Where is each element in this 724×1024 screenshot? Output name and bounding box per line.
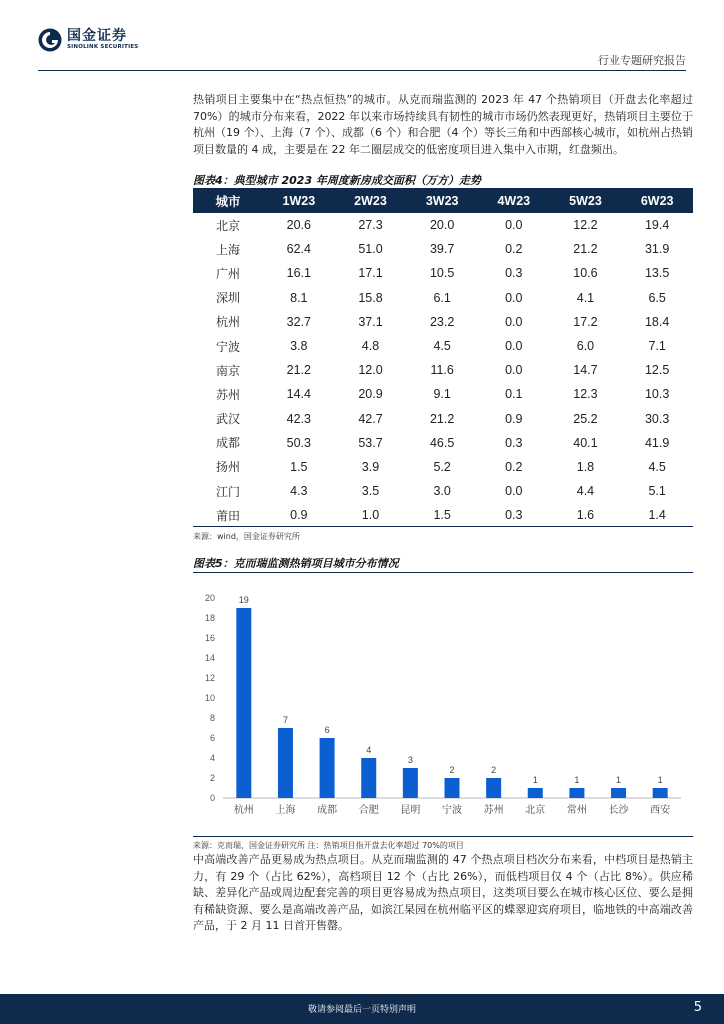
table-cell-value: 21.2 (286, 363, 311, 378)
table-cell-city: 上海 (215, 242, 240, 257)
table-cell-value: 3.5 (361, 484, 380, 499)
table-cell-value: 7.1 (648, 339, 666, 354)
table-cell-value: 0.2 (505, 459, 523, 474)
table-cell-value: 15.8 (358, 290, 383, 305)
table-cell-value: 41.9 (644, 435, 670, 450)
logo-english-name: SINOLINK SECURITIES (67, 44, 139, 50)
table-row (193, 310, 693, 334)
table-cell-city: 北京 (215, 218, 240, 233)
table-cell-city: 莆田 (215, 508, 240, 523)
table-row (193, 455, 693, 479)
table-cell-value: 5.2 (433, 459, 451, 474)
weekly-transaction-table (193, 189, 693, 527)
x-tick-label: 常州 (566, 805, 587, 816)
y-tick-label: 20 (204, 593, 215, 603)
table-cell-value: 9.1 (433, 387, 451, 402)
x-tick-label: 昆明 (400, 805, 421, 816)
table-cell-value: 10.6 (573, 266, 598, 281)
table-cell-value: 0.0 (505, 339, 523, 354)
page-header (0, 0, 724, 72)
y-tick-label: 16 (204, 633, 215, 643)
table-cell-value: 4.3 (290, 484, 308, 499)
figure4-title: 图表4：典型城市 2023 年周度新房成交面积（万方）走势 (193, 174, 481, 187)
table-cell-value: 42.3 (286, 411, 311, 426)
figure5-title-divider (193, 572, 693, 573)
table-row (193, 286, 693, 310)
table-cell-value: 1.6 (576, 508, 595, 523)
table-cell-value: 6.1 (433, 290, 451, 305)
table-cell-value: 0.0 (505, 363, 523, 378)
y-tick-label: 12 (204, 673, 215, 683)
table-cell-value: 0.9 (505, 411, 523, 426)
bar (528, 788, 543, 798)
sinolink-logo-icon (38, 28, 62, 52)
data-label: 3 (407, 755, 413, 765)
report-type: 行业专题研究报告 (598, 54, 686, 67)
table-row (193, 503, 693, 527)
table-cell-city: 杭州 (215, 315, 240, 330)
table-cell-city: 扬州 (215, 460, 240, 475)
table-cell-value: 12.2 (573, 218, 598, 233)
table-cell-value: 0.9 (290, 508, 308, 523)
table-cell-value: 3.9 (361, 459, 380, 474)
table-cell-value: 21.2 (573, 242, 598, 257)
figure5-title: 图表5：克而瑞监测热销项目城市分布情况 (193, 557, 399, 570)
header-divider (38, 70, 686, 71)
table-cell-city: 苏州 (215, 387, 240, 402)
x-tick-label: 北京 (525, 805, 546, 816)
hot-project-city-chart (193, 578, 693, 834)
x-tick-label: 苏州 (483, 805, 504, 816)
x-tick-label: 上海 (275, 805, 296, 816)
table-cell-value: 5.1 (648, 484, 666, 499)
y-tick-label: 4 (209, 753, 215, 763)
body-paragraph-hot-cities: 热销项目主要集中在“热点恒热”的城市。从克而瑞监测的 2023 年 47 个热销项目（开盘去化率超过 70%）的城市分布来看，2022 年以来市场持续具有韧性的城市市场仍然表现更好，热销项目主要位于杭州（19 个）、上海（7 个）、成都（6 个）和合肥（4 个）等长三角和中西部核心城市，如杭州占热销项目数量的 4 成，主要是在 22 年二圈层成交的低密度项目进入集中入市期，红盘频出。 (193, 93, 693, 156)
bar (653, 788, 668, 798)
bar-chart-svg (193, 578, 693, 834)
body-paragraph-product-tiers: 中高端改善产品更易成为热点项目。从克而瑞监测的 47 个热点项目档次分布来看，中档项目是热销主力，有 29 个（占比 62%），高档项目 12 个（占比 26%），而低档项目仅 4 个（占比 8%）。供应稀缺、差异化产品或周边配套完善的项目更容易成为热点项目，这类项目要么在城市核心区位、要么是拥有稀缺资源、要么是高端改善产品，如滨江杲园在杭州临平区的蝶翠迎宾府项目，临地铁的中高端改善产品，于 2 月 11 日首开售罄。 (193, 853, 693, 932)
table-cell-value: 25.2 (573, 411, 598, 426)
data-label: 19 (238, 595, 249, 605)
table-header-row (193, 189, 693, 213)
table-cell-value: 37.1 (358, 314, 383, 329)
table-cell-value: 0.0 (505, 218, 523, 233)
table-cell-city: 广州 (215, 266, 240, 281)
data-label: 1 (616, 775, 622, 785)
table-header-cell: 6W23 (621, 189, 693, 213)
table-row (193, 382, 693, 406)
x-tick-label: 杭州 (233, 805, 254, 816)
table-cell-value: 46.5 (429, 435, 455, 450)
table-cell-value: 1.4 (648, 508, 666, 523)
table-cell-value: 10.3 (644, 387, 670, 402)
table-cell-value: 19.4 (644, 218, 670, 233)
table-cell-value: 42.7 (358, 411, 383, 426)
data-label: 2 (491, 765, 497, 775)
table-row (193, 431, 693, 455)
table-header-cell: 3W23 (406, 189, 478, 213)
table-cell-value: 50.3 (286, 435, 311, 450)
sinolink-logo (38, 28, 138, 52)
table-cell-value: 0.0 (505, 314, 523, 329)
table-row (193, 334, 693, 358)
table-header-cell: 1W23 (263, 189, 335, 213)
data-label: 1 (532, 775, 538, 785)
table-cell-value: 3.8 (290, 339, 308, 354)
table-cell-value: 32.7 (286, 314, 311, 329)
data-label: 6 (324, 725, 330, 735)
table-header-cell: 2W23 (335, 189, 407, 213)
x-tick-label: 合肥 (358, 805, 379, 816)
table-cell-value: 53.7 (358, 435, 383, 450)
table-bottom-border (193, 526, 693, 527)
table-cell-value: 39.7 (429, 242, 455, 257)
table-cell-value: 4.4 (576, 484, 595, 499)
table-cell-value: 0.3 (505, 266, 523, 281)
page-footer (0, 994, 724, 1024)
table-cell-value: 4.1 (576, 290, 595, 305)
table-cell-value: 20.6 (286, 218, 311, 233)
table-cell-value: 21.2 (429, 411, 455, 426)
table-cell-value: 4.5 (433, 339, 451, 354)
table-row (193, 213, 693, 237)
table-cell-value: 12.5 (644, 363, 670, 378)
table-cell-value: 1.0 (361, 508, 380, 523)
table-cell-city: 宁波 (215, 339, 240, 354)
x-tick-label: 宁波 (442, 805, 462, 816)
table-cell-value: 27.3 (358, 218, 383, 233)
table-cell-value: 14.4 (286, 387, 311, 402)
table-cell-value: 12.3 (573, 387, 598, 402)
table-cell-value: 14.7 (573, 363, 598, 378)
x-tick-label: 西安 (650, 805, 671, 816)
y-tick-label: 18 (204, 613, 215, 623)
bar (486, 778, 501, 798)
table-header-cell: 4W23 (478, 189, 550, 213)
bar (403, 768, 418, 798)
table-cell-value: 0.3 (505, 508, 523, 523)
page-number: 5 (693, 1000, 702, 1015)
logo-chinese-name: 国金证券 (67, 28, 127, 44)
table-cell-value: 0.2 (505, 242, 523, 257)
table-cell-value: 1.8 (576, 459, 595, 474)
bar (445, 778, 460, 798)
table-row (193, 479, 693, 503)
table-cell-value: 18.4 (644, 314, 670, 329)
table-cell-value: 31.9 (644, 242, 670, 257)
table-cell-value: 6.0 (576, 339, 595, 354)
table-cell-city: 江门 (215, 484, 240, 499)
footer-disclaimer: 敬请参阅最后一页特别声明 (307, 1005, 416, 1015)
table-cell-value: 6.5 (648, 290, 666, 305)
figure5-bottom-divider (193, 836, 693, 837)
bar (361, 758, 376, 798)
table-cell-value: 0.3 (505, 435, 523, 450)
data-label: 1 (574, 775, 580, 785)
table-cell-value: 20.9 (358, 387, 383, 402)
data-label: 1 (657, 775, 663, 785)
table-cell-value: 30.3 (644, 411, 670, 426)
table-header-cell: 城市 (193, 189, 263, 213)
table-cell-value: 51.0 (358, 242, 383, 257)
table-row (193, 237, 693, 261)
table-cell-value: 0.0 (505, 484, 523, 499)
table-cell-value: 4.8 (361, 339, 380, 354)
y-tick-label: 8 (209, 713, 215, 723)
table-cell-value: 0.0 (505, 290, 523, 305)
y-tick-label: 6 (209, 733, 215, 743)
table-header-cell: 5W23 (550, 189, 622, 213)
table-cell-value: 40.1 (573, 435, 598, 450)
table-cell-value: 12.0 (358, 363, 383, 378)
bar (569, 788, 584, 798)
data-label: 2 (449, 765, 455, 775)
table-cell-city: 深圳 (215, 291, 240, 306)
table-row (193, 358, 693, 382)
y-tick-label: 0 (209, 793, 215, 803)
table-cell-value: 62.4 (286, 242, 311, 257)
x-tick-label: 成都 (317, 805, 338, 816)
table-cell-value: 20.0 (429, 218, 455, 233)
x-tick-label: 长沙 (608, 805, 629, 816)
table-cell-value: 3.0 (433, 484, 451, 499)
bar (278, 728, 293, 798)
figure4-source: 来源：wind，国金证券研究所 (193, 532, 300, 541)
table-cell-value: 1.5 (433, 508, 451, 523)
data-label: 7 (282, 715, 288, 725)
table-row (193, 261, 693, 285)
table-cell-value: 17.1 (358, 266, 383, 281)
table-cell-value: 10.5 (429, 266, 455, 281)
table-row (193, 407, 693, 431)
data-label: 4 (366, 745, 372, 755)
table-cell-city: 南京 (215, 363, 240, 378)
table-cell-value: 4.5 (648, 459, 666, 474)
table-cell-value: 8.1 (290, 290, 308, 305)
bar (320, 738, 335, 798)
y-tick-label: 2 (209, 773, 215, 783)
table-cell-value: 11.6 (430, 363, 454, 378)
bar (236, 608, 251, 798)
bar (611, 788, 626, 798)
table-cell-value: 0.1 (505, 387, 523, 402)
table-cell-value: 13.5 (644, 266, 670, 281)
table-body (193, 213, 693, 527)
table-cell-value: 23.2 (429, 314, 455, 329)
y-tick-label: 14 (204, 653, 215, 663)
table-cell-city: 武汉 (215, 412, 240, 427)
y-tick-label: 10 (204, 693, 215, 703)
table-cell-city: 成都 (215, 436, 240, 451)
table-cell-value: 1.5 (290, 459, 308, 474)
table-cell-value: 16.1 (286, 266, 311, 281)
table-cell-value: 17.2 (573, 314, 598, 329)
figure5-source: 来源：克而瑞，国金证券研究所 注：热销项目指开盘去化率超过 70%的项目 (193, 841, 464, 850)
